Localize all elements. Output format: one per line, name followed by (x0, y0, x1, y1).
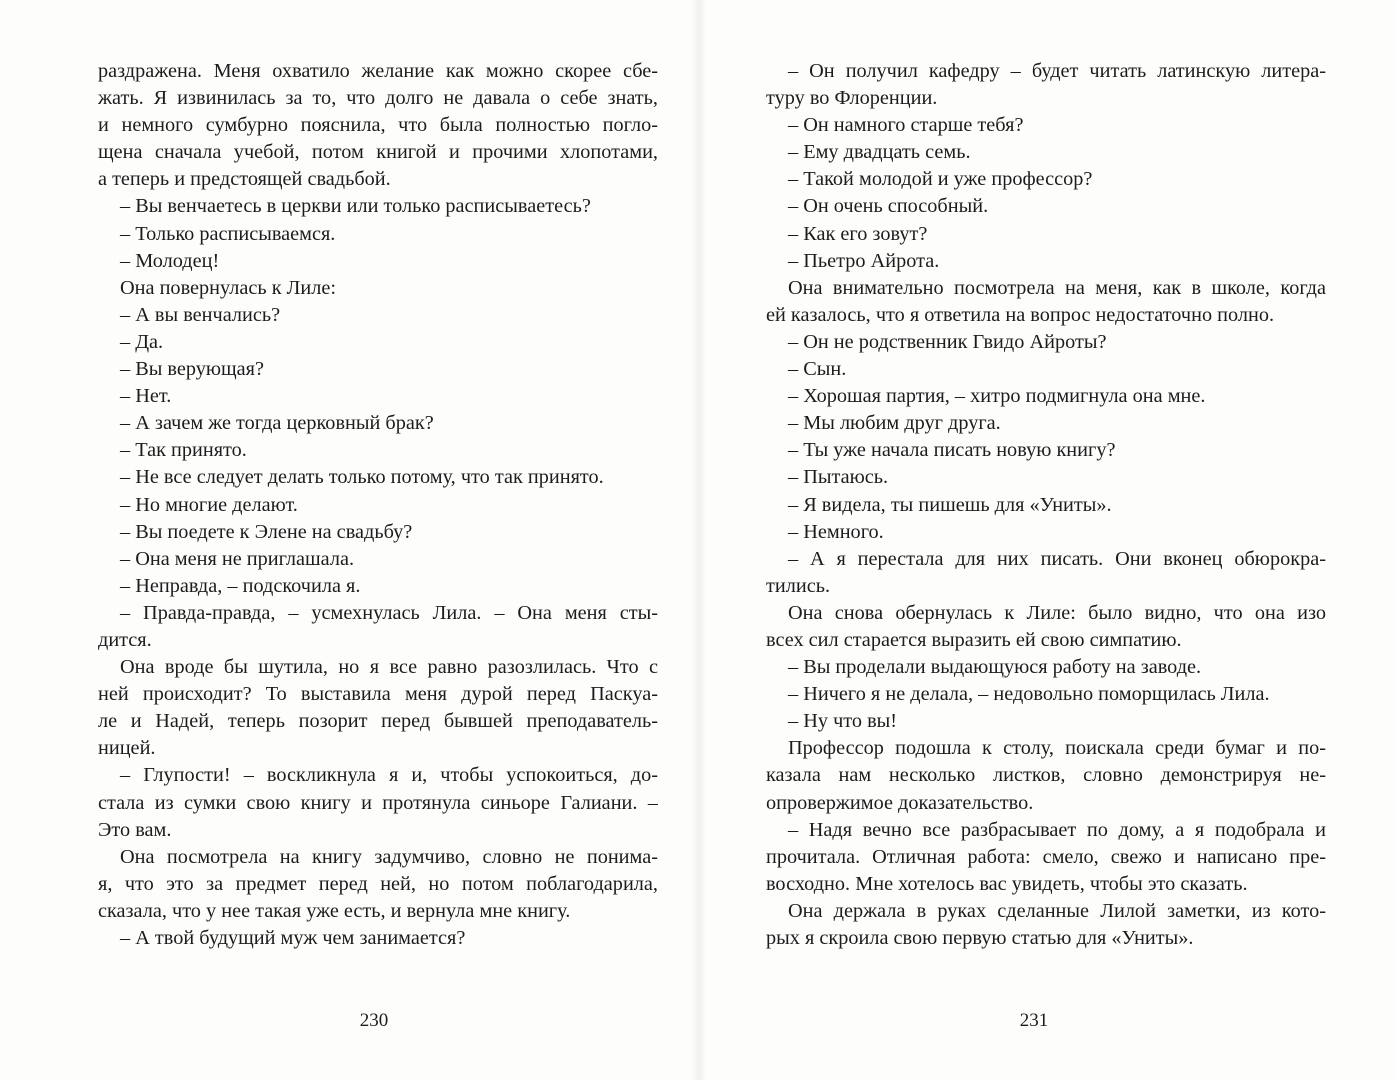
text-line: – Молодец! (120, 249, 220, 272)
text-line: жать. Я извинилась за то, что долго не давала о себе знать, (98, 87, 658, 110)
text-line: – А зачем же тогда церковный брак? (120, 412, 434, 435)
text-line: – Он очень способный. (788, 195, 989, 218)
text-line: – Ему двадцать семь. (788, 141, 971, 164)
text-line: – Хорошая партия, – хитро подмигнула она мне. (788, 385, 1206, 408)
text-line: опровержимое доказательство. (766, 791, 1034, 814)
text-line: – Ничего я не делала, – недовольно поморщилась Лила. (788, 683, 1270, 706)
text-line: – Вы верующая? (120, 358, 265, 381)
text-line: Она повернулась к Лиле: (120, 276, 337, 299)
text-line: ницей. (98, 737, 156, 760)
text-line: и немного сумбурно пояснила, что была полностью погло- (98, 114, 658, 137)
text-line: Она внимательно посмотрела на меня, как в школе, когда (788, 276, 1326, 299)
right-page (708, 0, 1396, 1080)
text-line: восходно. Мне хотелось вас увидеть, чтобы это сказать. (766, 872, 1248, 895)
text-line: ей казалось, что я ответила на вопрос недостаточно полно. (766, 303, 1275, 326)
text-line: – Надя вечно все разбрасывает по дому, а я подобрала и (788, 818, 1326, 841)
text-line: Она вроде бы шутила, но я все равно разозлилась. Что с (120, 656, 658, 679)
text-line: – А я перестала для них писать. Они вконец обюрокра- (788, 547, 1326, 570)
text-line: Она держала в руках сделанные Лилой заметки, из кото- (788, 899, 1326, 922)
text-line: всех сил старается выразить ей свою симпатию. (766, 628, 1182, 651)
text-line: – Только расписываемся. (120, 222, 336, 245)
text-line: Она посмотрела на книгу задумчиво, словно не понима- (120, 845, 658, 868)
text-line: – Нет. (120, 385, 172, 408)
text-line: – Как его зовут? (788, 222, 928, 245)
text-line: – Мы любим друг друга. (788, 412, 1001, 435)
text-line: стала из сумки свою книгу и протянула синьоре Галиани. – (98, 791, 658, 814)
text-line: щена сначала учебой, потом книгой и прочими хлопотами, (98, 141, 658, 164)
text-line: я, что это за предмет перед ней, но потом поблагодарила, (98, 872, 658, 895)
text-line: – Он не родственник Гвидо Айроты? (788, 330, 1107, 353)
text-line: – Правда-правда, – усмехнулась Лила. – Она меня сты- (120, 601, 658, 624)
text-line: рых я скроила свою первую статью для «Униты». (766, 927, 1194, 949)
text-line: Она снова обернулась к Лиле: было видно, что она изо (788, 601, 1326, 624)
text-line: – Она меня не приглашала. (120, 547, 355, 570)
text-line: ней происходит? То выставила меня дурой перед Паскуа- (98, 683, 658, 706)
text-line: – Такой молодой и уже профессор? (788, 168, 1093, 191)
text-line: – Ну что вы! (788, 710, 898, 733)
text-line: дится. (98, 628, 152, 651)
text-line: – Он намного старше тебя? (788, 114, 1024, 137)
text-line: – Неправда, – подскочила я. (120, 574, 361, 597)
text-line: – Пьетро Айрота. (788, 249, 940, 272)
text-line: – Сын. (788, 358, 847, 381)
text-line: прочитала. Отличная работа: смело, свежо и написано пре- (766, 845, 1326, 868)
right-page-text (766, 58, 1326, 952)
text-line: – Так принято. (120, 439, 247, 462)
text-line: – А твой будущий муж чем занимается? (120, 927, 466, 949)
text-line: а теперь и предстоящей свадьбой. (98, 168, 391, 191)
text-line: – Он получил кафедру – будет читать латинскую литера- (788, 60, 1326, 82)
text-line: – Не все следует делать только потому, что так принято. (120, 466, 604, 489)
text-line: – Вы проделали выдающуюся работу на заводе. (788, 656, 1202, 679)
text-line: туру во Флоренции. (766, 87, 938, 110)
text-line: – Вы поедете к Элене на свадьбу? (120, 520, 413, 543)
text-line: казала нам несколько листков, словно демонстрируя не- (766, 764, 1326, 787)
text-line: – Да. (120, 330, 164, 353)
text-line: ле и Надей, теперь позорит перед бывшей преподаватель- (98, 710, 658, 733)
page-number-left: 230 (359, 1010, 389, 1031)
text-line: – Немного. (788, 520, 884, 543)
text-line: – Вы венчаетесь в церкви или только расписываетесь? (120, 195, 591, 218)
text-line: – Пытаюсь. (788, 466, 889, 489)
text-line: сказала, что у нее такая уже есть, и вернула мне книгу. (98, 899, 571, 922)
text-line: тились. (766, 574, 831, 597)
text-line: раздражена. Меня охватило желание как можно скорее сбе- (98, 60, 658, 82)
book-gutter (690, 0, 708, 1080)
text-line: – А вы венчались? (120, 303, 281, 326)
text-line: – Ты уже начала писать новую книгу? (788, 439, 1116, 462)
text-line: Профессор подошла к столу, поискала среди бумаг и по- (788, 737, 1326, 760)
left-page (0, 0, 690, 1080)
text-line: – Глупости! – воскликнула я и, чтобы успокоиться, до- (120, 764, 658, 787)
text-line: – Я видела, ты пишешь для «Униты». (788, 493, 1112, 516)
left-page-text (98, 58, 658, 952)
page-number-right: 231 (1019, 1010, 1049, 1031)
text-line: Это вам. (98, 818, 172, 841)
text-line: – Но многие делают. (120, 493, 298, 516)
